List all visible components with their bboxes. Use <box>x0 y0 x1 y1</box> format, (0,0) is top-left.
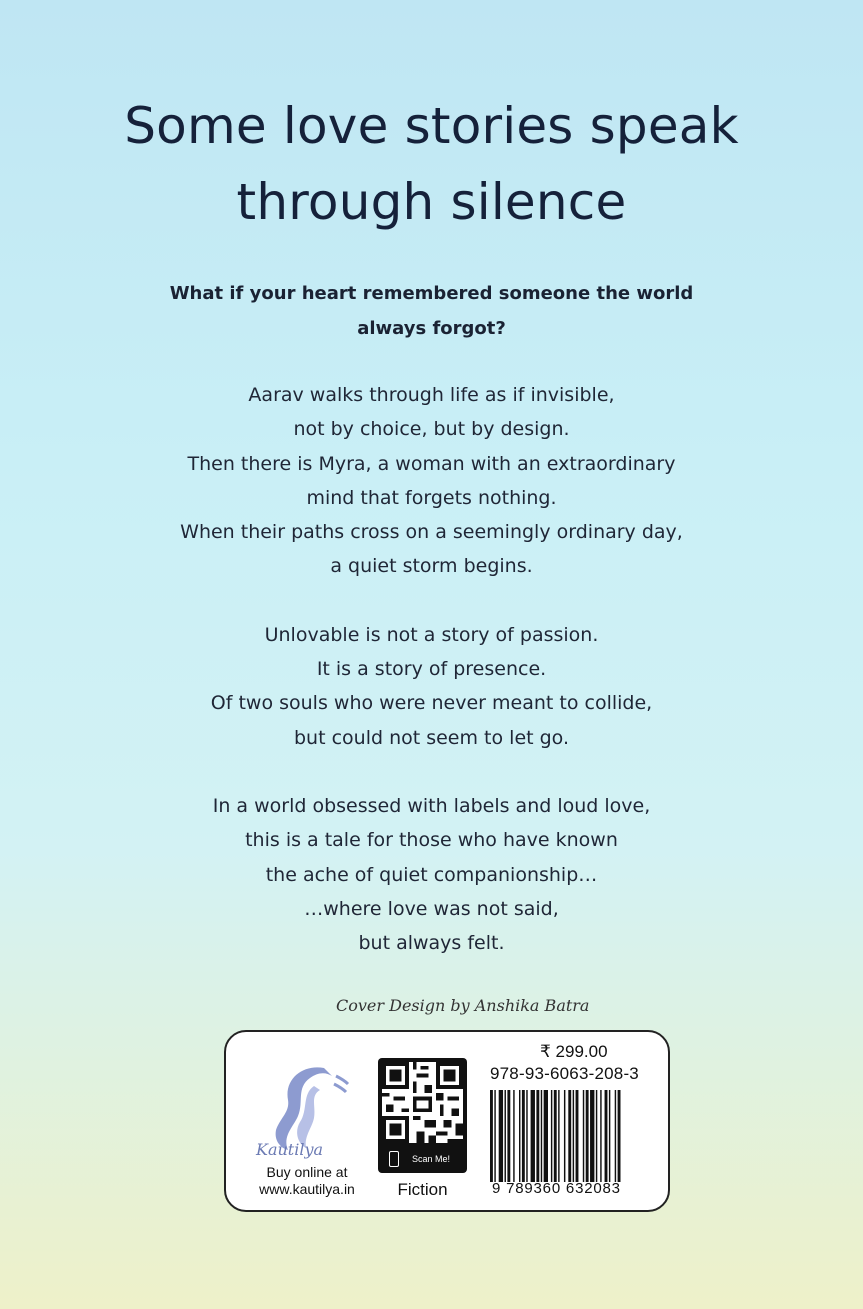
blurb <box>0 378 863 994</box>
question-line-2: always forgot? <box>357 318 506 339</box>
blurb-line: …where love was not said, <box>304 897 559 920</box>
buy-online-text <box>242 1164 372 1198</box>
blurb-paragraph-1 <box>0 378 863 584</box>
question-line-1: What if your heart remembered someone the world <box>169 283 694 304</box>
blurb-line: the ache of quiet companionship… <box>265 863 598 886</box>
blurb-line: Then there is Myra, a woman with an extraordinary <box>187 452 676 475</box>
barcode-icon <box>490 1090 656 1182</box>
publisher-name: Kautilya <box>256 1140 324 1159</box>
blurb-line: Of two souls who were never meant to collide, <box>210 692 653 715</box>
blurb-line: It is a story of presence. <box>316 658 547 681</box>
isbn: 978-93-6063-208-3 <box>490 1064 639 1083</box>
cover-design-credit: Cover Design by Anshika Batra <box>336 996 590 1015</box>
blurb-line: mind that forgets nothing. <box>306 486 557 509</box>
blurb-line: Unlovable is not a story of passion. <box>264 623 599 646</box>
barcode-digits: 9 789360 632083 <box>492 1180 621 1197</box>
qr-code-icon[interactable] <box>378 1058 467 1173</box>
blurb-paragraph-2 <box>0 618 863 755</box>
blurb-line: a quiet storm begins. <box>330 555 533 578</box>
blurb-line: this is a tale for those who have known <box>245 829 618 852</box>
blurb-line: but always felt. <box>358 932 505 955</box>
price: ₹ 299.00 <box>540 1042 608 1061</box>
scan-me-bar <box>378 1148 467 1170</box>
headline-line-2: through silence <box>236 173 627 231</box>
headline-line-1: Some love stories speak <box>124 97 739 155</box>
scan-me-label: Scan Me! <box>412 1154 451 1164</box>
buy-line-1: Buy online at <box>266 1164 348 1180</box>
blurb-line: In a world obsessed with labels and loud love, <box>212 794 651 817</box>
publisher-panel <box>224 1030 670 1212</box>
qr-pattern <box>382 1062 463 1143</box>
blurb-paragraph-3 <box>0 789 863 960</box>
blurb-line: Aarav walks through life as if invisible, <box>248 384 615 406</box>
headline <box>0 88 863 240</box>
phone-icon <box>389 1151 399 1167</box>
blurb-line: When their paths cross on a seemingly ordinary day, <box>180 521 683 544</box>
blurb-line: but could not seem to let go. <box>293 726 570 749</box>
buy-line-2: www.kautilya.in <box>259 1181 355 1197</box>
blurb-line: not by choice, but by design. <box>293 418 570 441</box>
genre-label: Fiction <box>397 1180 448 1199</box>
question <box>0 276 863 346</box>
